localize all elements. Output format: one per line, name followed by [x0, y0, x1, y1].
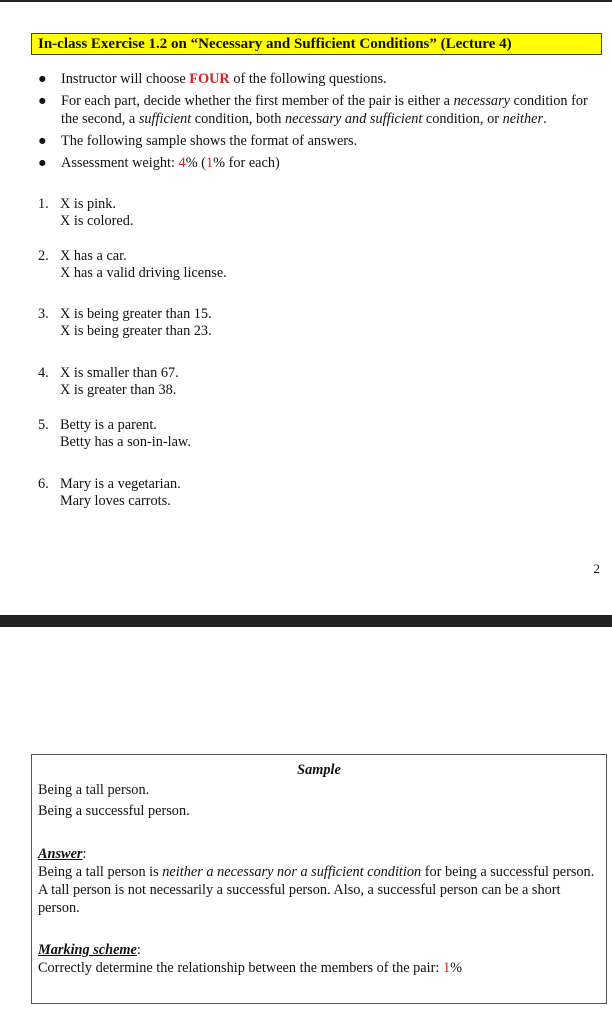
sample-answer: Answer: Being a tall person is neither a necessary nor a sufficient condition for being a successful person. A tall person is not necessarily a successful person. Also, a successful person can be a short person. — [38, 846, 595, 916]
sample-box — [31, 754, 607, 1004]
question-item: 3. X is being greater than 15. X is being greater than 23. — [38, 306, 212, 339]
exercise-title: In-class Exercise 1.2 on “Necessary and Sufficient Conditions” (Lecture 4) — [31, 33, 602, 55]
sample-pair: Being a tall person. Being a successful person. — [38, 782, 190, 819]
instruction-item: ● The following sample shows the format of answers. — [38, 133, 358, 149]
bullet-icon: ● — [38, 93, 47, 109]
instruction-item: ● Instructor will choose FOUR of the following questions. — [38, 71, 387, 87]
question-item: 2. X has a car. X has a valid driving license. — [38, 248, 227, 281]
question-item: 1. X is pink. X is colored. — [38, 196, 134, 229]
emphasis-count: FOUR — [189, 71, 230, 87]
bullet-icon: ● — [38, 155, 47, 171]
page-separator — [0, 615, 612, 627]
instruction-item: ● For each part, decide whether the first member of the pair is either a necessary condition for the second, a sufficient condition, both necessary and sufficient condition, or neither. — [38, 93, 588, 127]
sample-title: Sample — [297, 762, 341, 778]
answer-label: Answer — [38, 846, 83, 862]
page-number: 2 — [593, 561, 600, 576]
bullet-icon: ● — [38, 71, 47, 87]
question-item: 6. Mary is a vegetarian. Mary loves carrots. — [38, 476, 181, 509]
bullet-icon: ● — [38, 133, 47, 149]
question-item: 5. Betty is a parent. Betty has a son-in-law. — [38, 417, 191, 450]
marking-scheme: Marking scheme: Correctly determine the relationship between the members of the pair: 1% — [38, 942, 463, 976]
marking-label: Marking scheme — [38, 942, 137, 958]
instructions-list — [36, 70, 596, 176]
instruction-item: ● Assessment weight: 4% (1% for each) — [38, 155, 280, 171]
question-item: 4. X is smaller than 67. X is greater than 38. — [38, 365, 179, 398]
top-border-line — [0, 0, 612, 2]
